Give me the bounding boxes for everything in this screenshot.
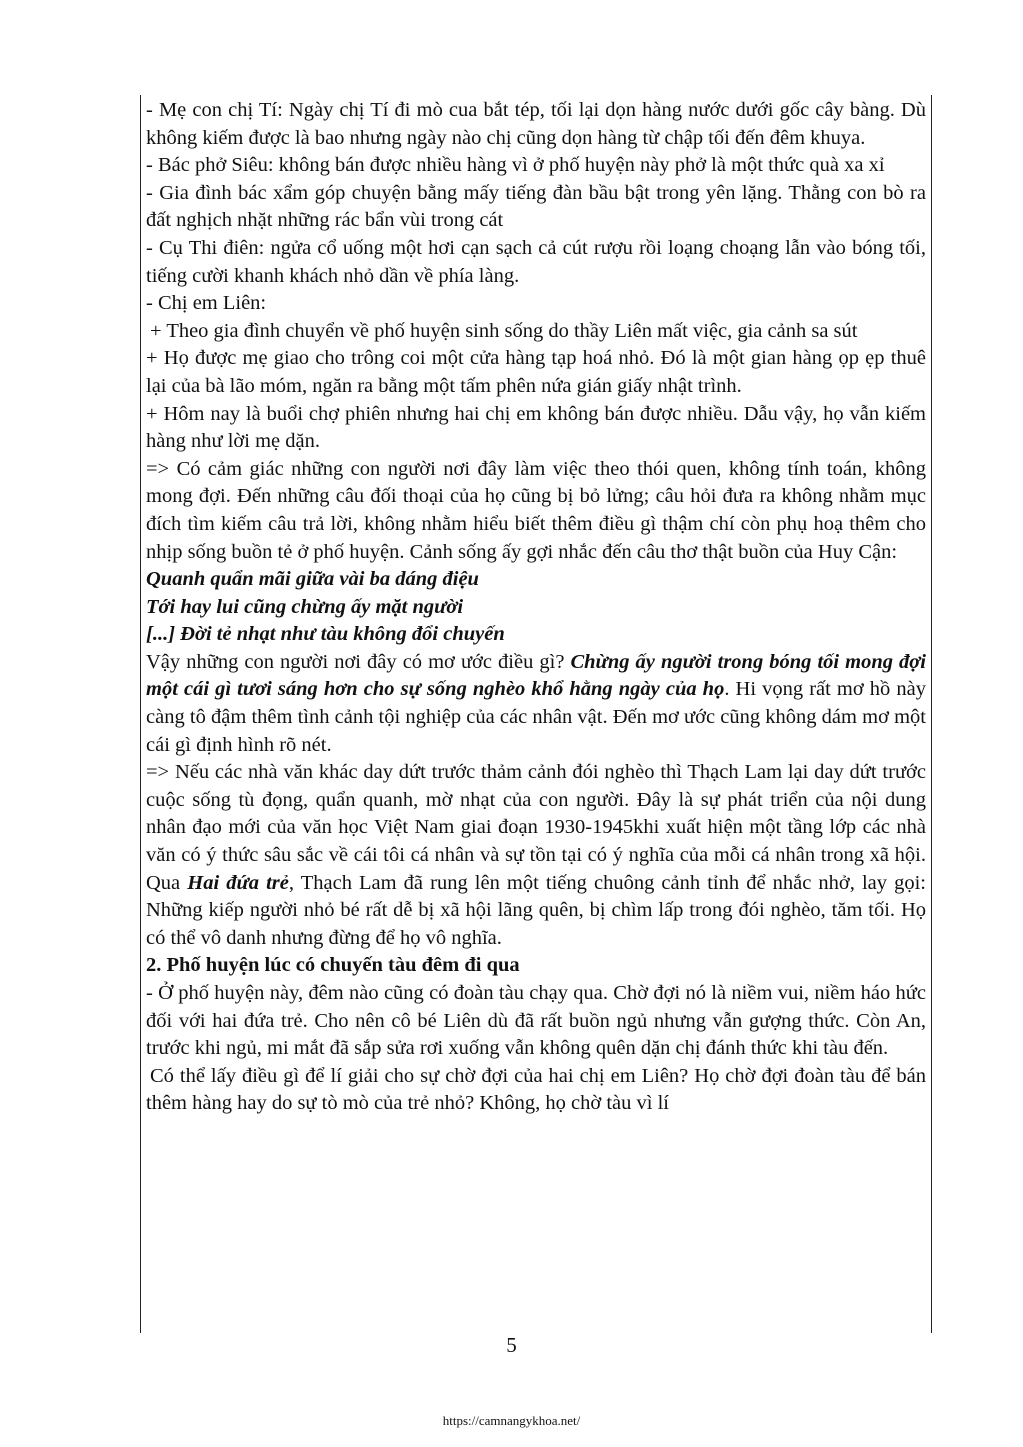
paragraph-chi-em-lien: - Chị em Liên: (146, 292, 267, 315)
poem-line-3: [...] Đời tẻ nhạt như tàu không đổi chuyến (146, 623, 505, 646)
paragraph-gia-dinh-bac-xam: - Gia đình bác xẩm góp chuyện bằng mấy tiếng đàn bầu bật trong yên lặng. Thằng con bò ra đất nghịch nhặt những rác bẩn vùi trong cát (146, 181, 926, 232)
nhan-dao-text-1: => Nếu các nhà văn khác day dứt trước thảm cảnh đói nghèo thì Thạch Lam lại day dứt trước cuộc sống tù đọng, quẩn quanh, mờ nhạt của con người. Đây là sự phát triển của nội dung nhân đạo mới của văn học Việt Nam giai đoạn 1930-1945khi xuất hiện một tầng lớp các nhà văn có ý thức sâu sắc về cái tôi cá nhân và sự tồn tại có ý nghĩa của mỗi cá nhân trong xã hội. Qua (146, 761, 926, 894)
work-title-hai-dua-tre: Hai đứa trẻ (187, 871, 289, 894)
poem-line-2: Tới hay lui cũng chừng ấy mặt người (146, 595, 464, 618)
mo-uoc-text-2: . Hi vọng rất mơ hồ này càng tô đậm thêm tình cảnh tội nghiệp của các nhân vật. Đến mơ ước cũng không dám mơ một cái gì định hình rõ nét. (146, 678, 926, 756)
section-heading-2: 2. Phố huyện lúc có chuyến tàu đêm đi qua (146, 954, 520, 977)
footer-url: https://camnangykhoa.net/ (442, 1413, 581, 1428)
page-number: 5 (506, 1333, 517, 1357)
paragraph-ly-giai: Có thể lấy điều gì để lí giải cho sự chờ đợi của hai chị em Liên? Họ chờ đợi đoàn tàu để bán thêm hàng hay do sự tò mò của trẻ nhỏ? Không, họ chờ tàu vì lí (146, 1064, 926, 1115)
paragraph-cam-giac: => Có cảm giác những con người nơi đây làm việc theo thói quen, không tính toán, không mong đợi. Đến những câu đối thoại của họ cũng bị bỏ lửng; câu hỏi đưa ra không nhằm mục đích tìm kiếm câu trả lời, không nhằm hiểu biết thêm điều gì thậm chí còn phụ hoạ thêm cho nhịp sống buồn tẻ ở phố huyện. Cảnh sống ấy gợi nhắc đến câu thơ thật buồn của Huy Cận: (146, 457, 926, 563)
document-body (146, 97, 926, 1118)
mo-uoc-text-1: Vậy những con người nơi đây có mơ ước điều gì? (146, 650, 571, 673)
mo-uoc-emphasis: Chừng ấy người trong bóng tối mong đợi một cái gì tươi sáng hơn cho sự sống nghèo khổ hằng ngày của họ (146, 650, 926, 701)
paragraph-theo-gia-dinh: + Theo gia đình chuyển về phố huyện sinh sống do thầy Liên mất việc, gia cảnh sa sút (150, 319, 858, 342)
paragraph-bac-pho-sieu: - Bác phở Siêu: không bán được nhiều hàng vì ở phố huyện này phở là một thức quà xa xỉ (146, 154, 885, 177)
paragraph-doan-tau: - Ở phố huyện này, đêm nào cũng có đoàn tàu chạy qua. Chờ đợi nó là niềm vui, niềm háo hức đối với hai đứa trẻ. Cho nên cô bé Liên dù đã rất buồn ngủ nhưng vẫn gượng thức. Còn An, trước khi ngủ, mi mắt đã sắp sửa rơi xuống vẫn không quên dặn chị đánh thức khi tàu đến. (146, 982, 926, 1060)
paragraph-buoi-cho-phien: + Hôm nay là buổi chợ phiên nhưng hai chị em không bán được nhiều. Dẫu vậy, họ vẫn kiếm hàng như lời mẹ dặn. (146, 402, 926, 453)
paragraph-cu-thi-dien: - Cụ Thi điên: ngửa cổ uống một hơi cạn sạch cả cút rượu rồi loạng choạng lẫn vào bóng tối, tiếng cười khanh khách nhỏ dần về phía làng. (146, 236, 926, 287)
paragraph-nhan-dao (146, 759, 926, 952)
paragraph-mo-uoc (146, 649, 926, 759)
poem-line-1: Quanh quẩn mãi giữa vài ba dáng điệu (146, 568, 479, 591)
paragraph-me-con-chi-ti: - Mẹ con chị Tí: Ngày chị Tí đi mò cua bắt tép, tối lại dọn hàng nước dưới gốc cây bàng. Dù không kiếm được là bao nhưng ngày nào chị cũng dọn hàng từ chập tối đến đêm khuya. (146, 99, 926, 149)
nhan-dao-text-2: , Thạch Lam đã rung lên một tiếng chuông cảnh tỉnh để nhắc nhở, lay gọi: Những kiếp người nhỏ bé rất dễ bị xã hội lãng quên, bị chìm lấp trong đói nghèo, tăm tối. Họ có thể vô danh nhưng đừng để họ vô nghĩa. (146, 871, 926, 949)
paragraph-cua-hang-tap-hoa: + Họ được mẹ giao cho trông coi một cửa hàng tạp hoá nhỏ. Đó là một gian hàng ọp ẹp thuê lại của bà lão móm, ngăn ra bằng một tấm phên nứa gián giấy nhật trình. (146, 347, 926, 397)
